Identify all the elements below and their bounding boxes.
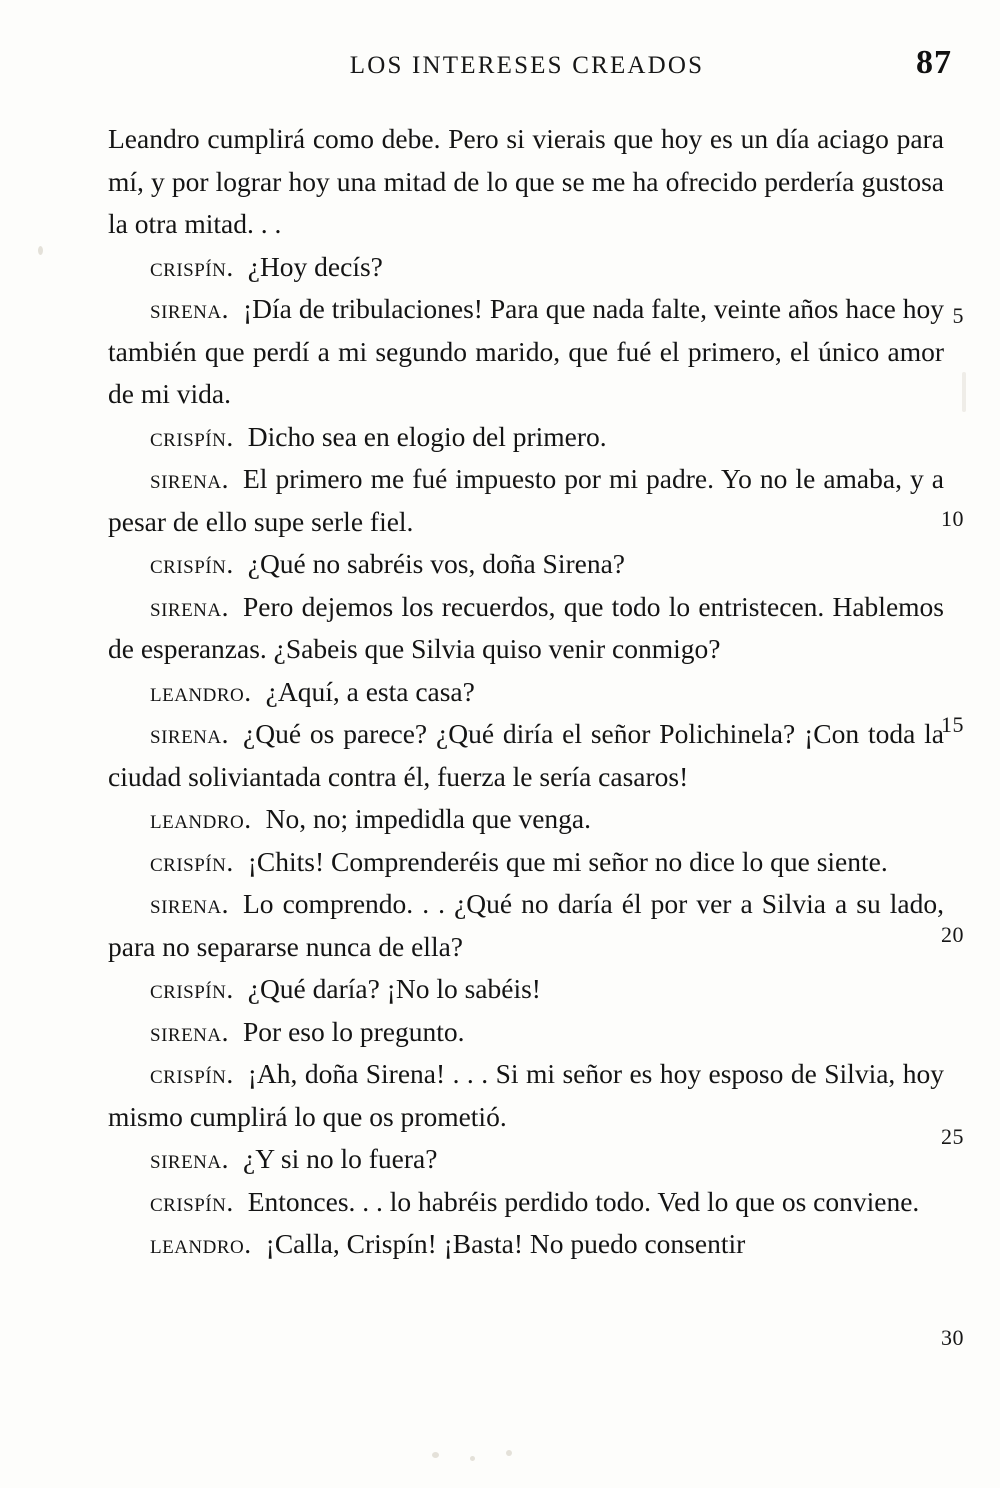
dialogue-text: ¡Ah, doña Sirena! . . . Si mi señor es hoy esposo de Silvia, hoy mismo cumplirá lo que os prometió. [108, 1058, 944, 1132]
speaker-name: crispín. [150, 548, 234, 579]
line-number: 10 [941, 506, 964, 531]
dialogue-text: Leandro cumplirá como debe. Pero si vierais que hoy es un día aciago para mí, y por lograr hoy una mitad de lo que se me ha ofrecido perdería gustosa la otra mitad. . . [108, 123, 944, 239]
paper-speckle [38, 246, 43, 255]
dialogue-line [108, 1223, 944, 1266]
dialogue-text: Entonces. . . lo habréis perdido todo. Ved lo que os conviene. [247, 1185, 920, 1217]
dialogue-line [108, 416, 944, 459]
dialogue-text: Pero dejemos los recuerdos, que todo lo entristecen. Hablemos de esperanzas. ¿Sabeis que Silvia quiso venir conmigo? [108, 590, 944, 664]
paper-speckle [470, 1456, 475, 1461]
dialogue-line [108, 543, 944, 586]
dialogue-line [108, 968, 944, 1011]
dialogue-text: Dicho sea en elogio del primero. [247, 420, 607, 452]
line-number: 25 [941, 1124, 964, 1149]
speaker-name: crispín. [150, 973, 234, 1004]
speaker-name: crispín. [150, 1058, 234, 1089]
speaker-name: crispín. [150, 845, 234, 877]
dialogue-line [108, 1181, 944, 1224]
speaker-name: sirena. [150, 1015, 229, 1047]
dialogue-text: ¿Y si no lo fuera? [243, 1143, 438, 1174]
dialogue-text: ¡Calla, Crispín! ¡Basta! No puedo consentir [265, 1228, 746, 1259]
dialogue-line [108, 798, 944, 841]
paper-speckle [432, 1452, 439, 1458]
speaker-name: sirena. [150, 718, 229, 749]
speaker-name: leandro. [150, 1228, 252, 1259]
dialogue-text: ¡Chits! Comprenderéis que mi señor no dice lo que siente. [247, 845, 888, 877]
dialogue-line [108, 586, 944, 671]
line-number: 15 [941, 712, 964, 737]
dialogue-line [108, 246, 944, 289]
speaker-name: crispín. [150, 1185, 234, 1217]
page-body [108, 118, 944, 1266]
speaker-name: sirena. [150, 463, 229, 494]
dialogue-line [108, 458, 944, 543]
paragraph-continued [108, 118, 944, 246]
dialogue-text: ¿Qué no sabréis vos, doña Sirena? [247, 548, 625, 579]
running-title: LOS INTERESES CREADOS [349, 52, 705, 79]
speaker-name: sirena. [150, 590, 229, 622]
line-number: 20 [941, 922, 964, 947]
speaker-name: leandro. [150, 803, 252, 834]
page-header [108, 44, 952, 92]
dialogue-text: Lo comprendo. . . ¿Qué no daría él por ver a Silvia a su lado, para no separarse nunca de ella? [108, 888, 944, 962]
dialogue-text: ¿Qué os parece? ¿Qué diría el señor Polichinela? ¡Con toda la ciudad soliviantada contra él, fuerza le sería casaros! [108, 718, 944, 792]
dialogue-line [108, 1011, 944, 1054]
dialogue-line [108, 671, 944, 714]
dialogue-text: Por eso lo pregunto. [243, 1015, 465, 1047]
speaker-name: crispín. [150, 250, 234, 282]
paper-speckle [962, 372, 966, 412]
dialogue-text: No, no; impedidla que venga. [265, 803, 591, 834]
speaker-name: leandro. [150, 675, 252, 707]
dialogue-line [108, 713, 944, 798]
speaker-name: sirena. [150, 1143, 229, 1174]
dialogue-text: ¿Hoy decís? [247, 250, 383, 282]
dialogue-line [108, 883, 944, 968]
page-number: 87 [916, 44, 952, 81]
dialogue-text: ¿Qué daría? ¡No lo sabéis! [247, 973, 541, 1004]
line-number: 30 [941, 1325, 964, 1350]
dialogue-line [108, 841, 944, 884]
speaker-name: crispín. [150, 420, 234, 452]
dialogue-line [108, 1053, 944, 1138]
dialogue-line [108, 288, 944, 416]
line-number: 5 [952, 303, 964, 328]
speaker-name: sirena. [150, 888, 229, 919]
dialogue-text: El primero me fué impuesto por mi padre. Yo no le amaba, y a pesar de ello supe serle fiel. [108, 463, 944, 537]
speaker-name: sirena. [150, 293, 229, 324]
paper-speckle [506, 1450, 512, 1456]
dialogue-line [108, 1138, 944, 1181]
dialogue-text: ¿Aquí, a esta casa? [265, 675, 475, 707]
dialogue-text: ¡Día de tribulaciones! Para que nada falte, veinte años hace hoy también que perdí a mi segundo marido, que fué el primero, el único amor de mi vida. [108, 293, 944, 409]
